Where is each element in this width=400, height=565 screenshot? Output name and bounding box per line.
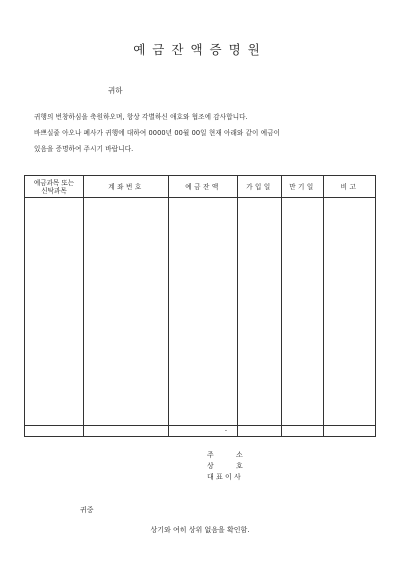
header-balance: 예금잔액 xyxy=(169,176,238,198)
total-cell-account-number xyxy=(84,426,169,437)
cell-open-date xyxy=(238,198,282,426)
body-line-1: 귀행의 번창하심을 축원하오며, 항상 각별하신 애호와 협조에 감사합니다. xyxy=(34,113,248,121)
issuer-address-label: 주 소 xyxy=(207,451,243,459)
deposit-balance-table xyxy=(24,175,376,437)
header-account-type xyxy=(25,176,84,198)
confirmation-statement: 상기와 여히 상위 없음을 확인함. xyxy=(150,526,250,534)
table-total-row xyxy=(25,426,376,437)
cell-maturity-date xyxy=(282,198,324,426)
total-cell-open-date xyxy=(238,426,282,437)
header-open-date: 가입일 xyxy=(238,176,282,198)
body-line-3: 있음을 증명하여 주시기 바랍니다. xyxy=(34,145,134,153)
header-maturity-date: 만기일 xyxy=(282,176,324,198)
document-title: 예금잔액증명원 xyxy=(133,42,267,57)
header-account-type-line1: 예금과목 또는 신탁과목 xyxy=(33,178,75,195)
header-remarks: 비고 xyxy=(324,176,376,198)
cell-remarks xyxy=(324,198,376,426)
issuer-company-label: 상 호 xyxy=(207,462,243,470)
cell-balance xyxy=(169,198,238,426)
issuer-representative-label: 대 표 이 사 xyxy=(207,473,241,481)
header-account-number: 계좌번호 xyxy=(84,176,169,198)
table-row xyxy=(25,198,376,426)
total-cell-balance: - xyxy=(169,426,238,437)
total-cell-remarks xyxy=(324,426,376,437)
cell-account-number xyxy=(84,198,169,426)
table-header-row xyxy=(25,176,376,198)
total-cell-account-type xyxy=(25,426,84,437)
receiver-label: 귀중 xyxy=(80,506,94,514)
total-cell-maturity-date xyxy=(282,426,324,437)
cell-account-type xyxy=(25,198,84,426)
addressee-label: 귀하 xyxy=(108,86,123,95)
body-line-2: 바쁘실줄 아오나 폐사가 귀행에 대하여 0000년 00월 00일 현재 아래와 같이 예금이 xyxy=(34,129,281,137)
